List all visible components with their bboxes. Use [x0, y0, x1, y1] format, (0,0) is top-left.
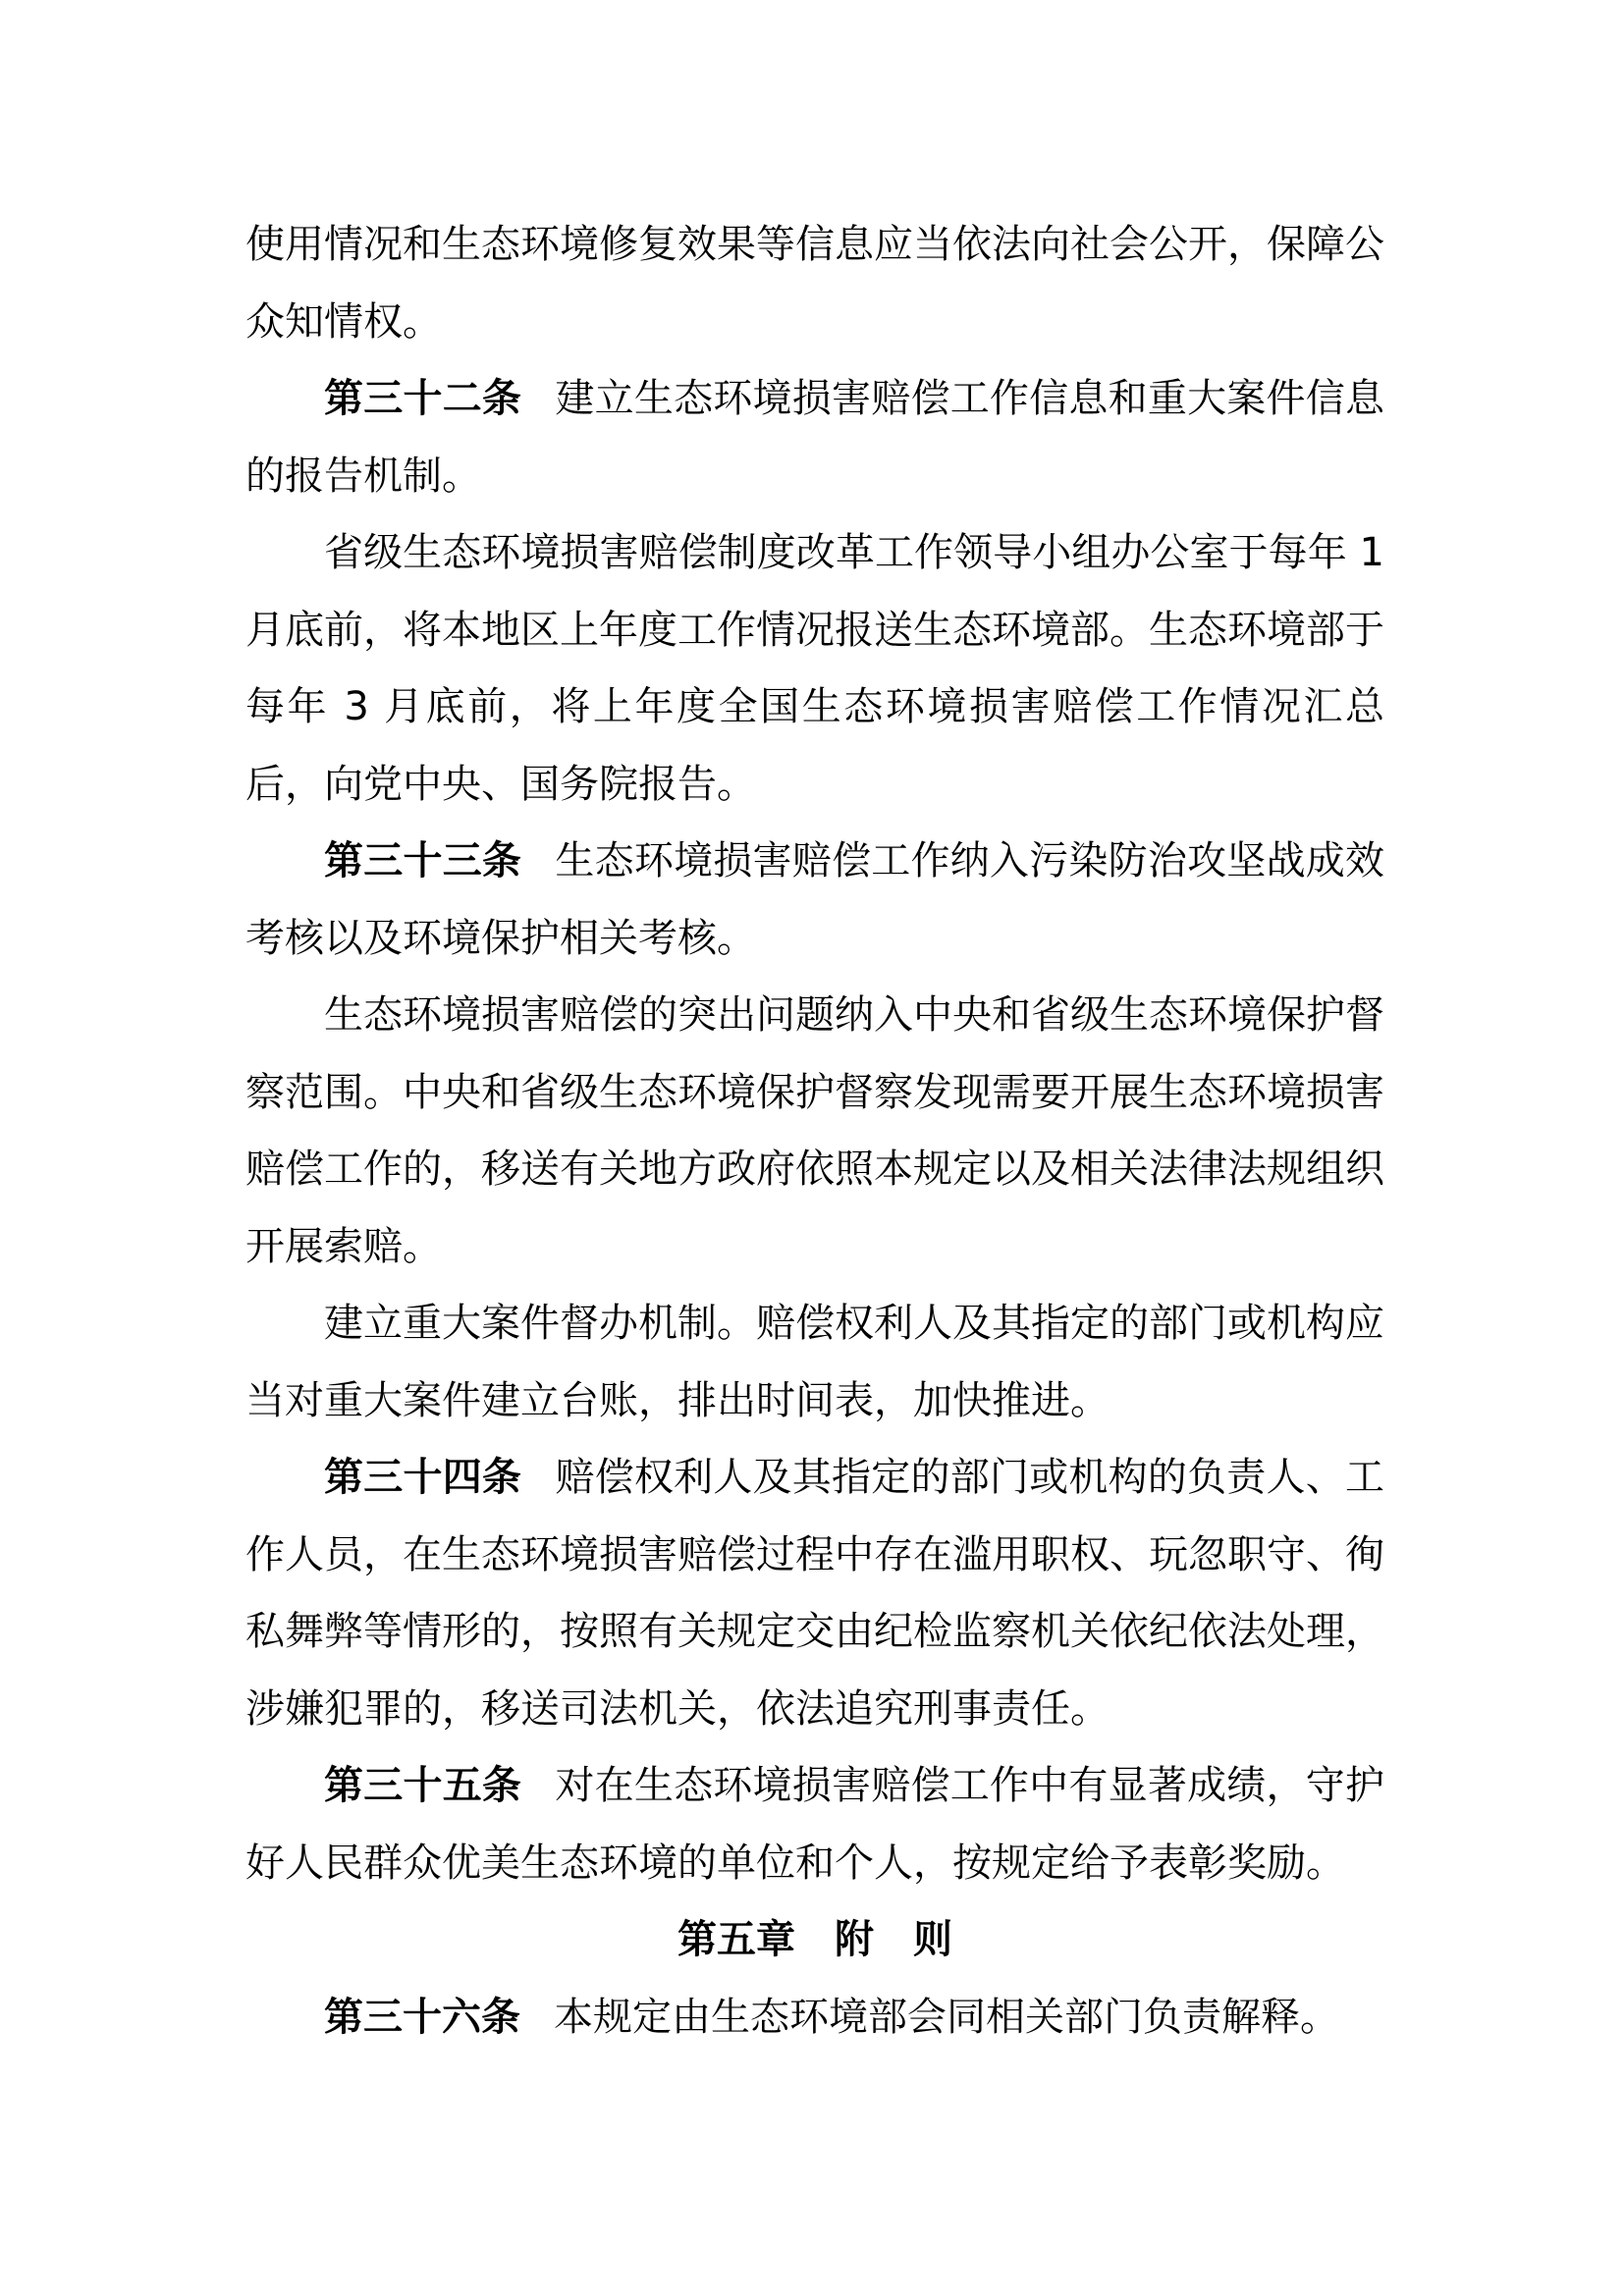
article-36	[245, 1979, 1384, 2056]
article-text: 本规定由生态环境部会同相关部门负责解释。	[554, 1994, 1339, 2040]
article-label: 第三十五条	[324, 1763, 522, 1808]
paragraph-text: 使用情况和生态环境修复效果等信息应当依法向社会公开，保障公众知情权。	[245, 222, 1384, 345]
paragraph-text: 建立重大案件督办机制。赔偿权利人及其指定的部门或机构应当对重大案件建立台账，排出时间表，加快推进。	[245, 1301, 1384, 1423]
paragraph	[245, 1285, 1384, 1439]
article-label: 第三十三条	[324, 838, 522, 883]
paragraph	[245, 514, 1384, 823]
article-34	[245, 1439, 1384, 1747]
paragraph-text: 省级生态环境损害赔偿制度改革工作领导小组办公室于每年 1 月底前，将本地区上年度工作情况报送生态环境部。生态环境部于每年 3 月底前，将上年度全国生态环境损害赔偿工作情况汇总后，向党中央、国务院报告。	[245, 530, 1384, 807]
paragraph	[245, 977, 1384, 1285]
article-33	[245, 823, 1384, 977]
article-label: 第三十二条	[324, 376, 522, 421]
article-label: 第三十六条	[324, 1994, 520, 2040]
article-text: 对在生态环境损害赔偿工作中有显著成绩，守护好人民群众优美生态环境的单位和个人，按规定给予表彰奖励。	[245, 1763, 1385, 1886]
chapter-title: 附 则	[835, 1917, 952, 1962]
article-35	[245, 1747, 1384, 1901]
article-text: 赔偿权利人及其指定的部门或机构的负责人、工作人员，在生态环境损害赔偿过程中存在滥用职权、玩忽职守、徇私舞弊等情形的，按照有关规定交由纪检监察机关依纪依法处理，涉嫌犯罪的，移送司法机关，依法追究刑事责任。	[245, 1455, 1385, 1732]
article-32	[245, 360, 1384, 514]
paragraph-continuation	[245, 206, 1384, 360]
chapter-number: 第五章	[677, 1917, 795, 1962]
paragraph-text: 生态环境损害赔偿的突出问题纳入中央和省级生态环境保护督察范围。中央和省级生态环境保护督察发现需要开展生态环境损害赔偿工作的，移送有关地方政府依照本规定以及相关法律法规组织开展索赔。	[245, 992, 1384, 1269]
document-body	[245, 206, 1384, 2056]
article-text: 建立生态环境损害赔偿工作信息和重大案件信息的报告机制。	[245, 376, 1385, 499]
chapter-heading	[245, 1901, 1384, 1979]
article-label: 第三十四条	[324, 1455, 522, 1500]
article-text: 生态环境损害赔偿工作纳入污染防治攻坚战成效考核以及环境保护相关考核。	[245, 838, 1385, 961]
